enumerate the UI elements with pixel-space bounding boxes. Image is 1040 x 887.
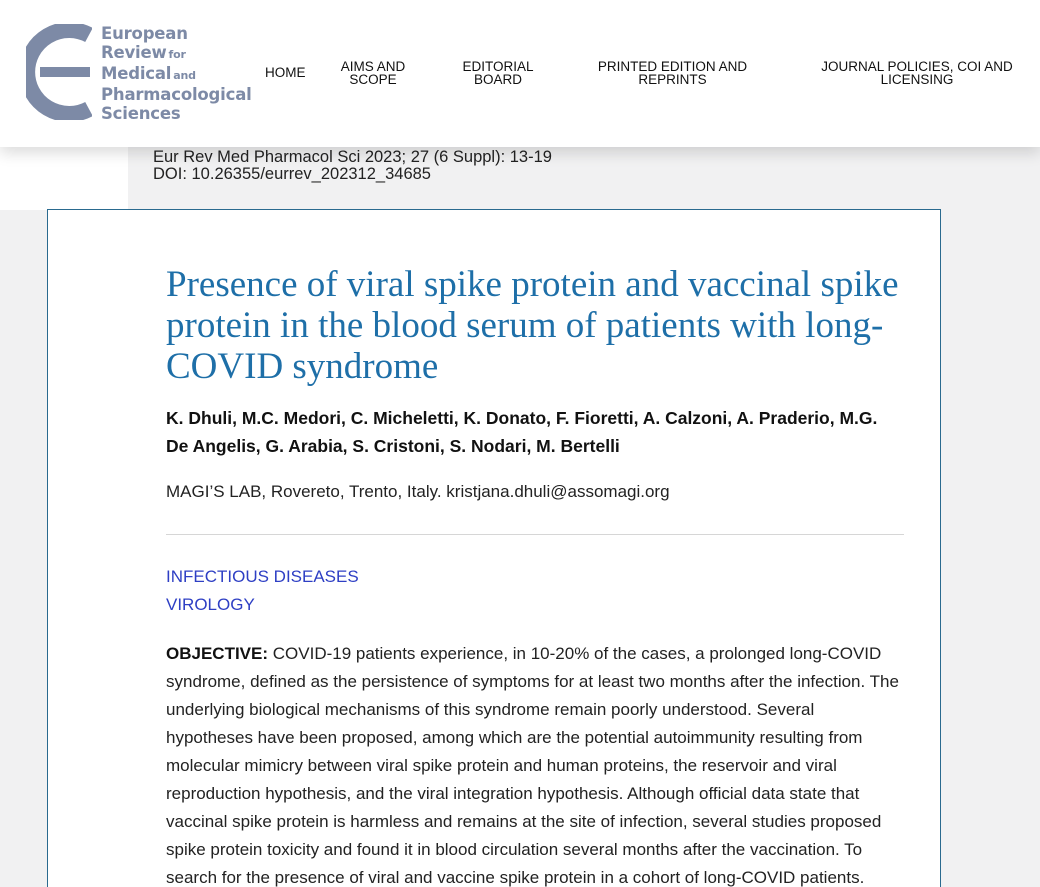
logo-line-3: Medical [101,64,172,83]
site-header [0,0,1040,147]
logo-line-3-small: and [173,69,196,82]
abstract-objective-text: COVID-19 patients experience, in 10-20% of the cases, a prolonged long-COVID syndrome, defined as the persistence of symptoms for at least two months after the infection. The underlying biological mechanisms of this syndrome remain poorly understood. Several hypotheses have been proposed, among which are the potential autoimmunity resulting from molecular mimicry between viral spike protein and human proteins, the reservoir and viral reproduction hypothesis, and the viral integration hypothesis. Although official data state that vaccinal spike protein is harmless and remains at the site of infection, several studies proposed spike protein toxicity and found it in blood circulation several months after the vaccination. To search for the presence of viral and vaccine spike protein in a cohort of long-COVID patients. [166,644,899,887]
logo-line-1: European [101,24,188,43]
logo-line-2: Review [101,43,167,62]
article-categories [166,563,904,619]
logo-line-5: Sciences [101,104,181,123]
article-authors: K. Dhuli, M.C. Medori, C. Micheletti, K. Donato, F. Fioretti, A. Calzoni, A. Praderio, M.G. De Angelis, G. Arabia, S. Cristoni, S. Nodari, M. Bertelli [166,408,878,456]
citation-doi: DOI: 10.26355/eurrev_202312_34685 [153,164,431,183]
abstract-objective-label: OBJECTIVE: [166,644,269,663]
divider [166,534,904,535]
article-abstract [166,640,904,887]
article-affiliation: MAGI’S LAB, Rovereto, Trento, Italy. kristjana.dhuli@assomagi.org [166,482,670,501]
main-navigation [0,0,1040,147]
article-content [166,210,904,887]
nav-home[interactable]: HOME [265,65,306,80]
nav-editorial-board[interactable]: EDITORIAL BOARD [462,59,534,87]
logo-line-2-small: for [168,48,186,61]
logo-line-4: Pharmacological [101,85,252,104]
category-link-infectious-diseases[interactable]: INFECTIOUS DISEASES [166,567,359,586]
left-white-gutter [0,147,128,210]
nav-journal-policies[interactable]: JOURNAL POLICIES, COI AND LICENSING [821,59,1013,87]
article-title: Presence of viral spike protein and vaccinal spike protein in the blood serum of patients with long-COVID syndrome [166,264,899,387]
article-card [47,209,941,887]
category-link-virology[interactable]: VIROLOGY [166,595,255,614]
article-citation [153,149,552,182]
nav-aims-and-scope[interactable]: AIMS AND SCOPE [340,59,406,87]
citation-reference: Eur Rev Med Pharmacol Sci 2023; 27 (6 Suppl): 13-19 [153,148,552,166]
nav-printed-edition-and-reprints[interactable]: PRINTED EDITION AND REPRINTS [597,59,748,87]
